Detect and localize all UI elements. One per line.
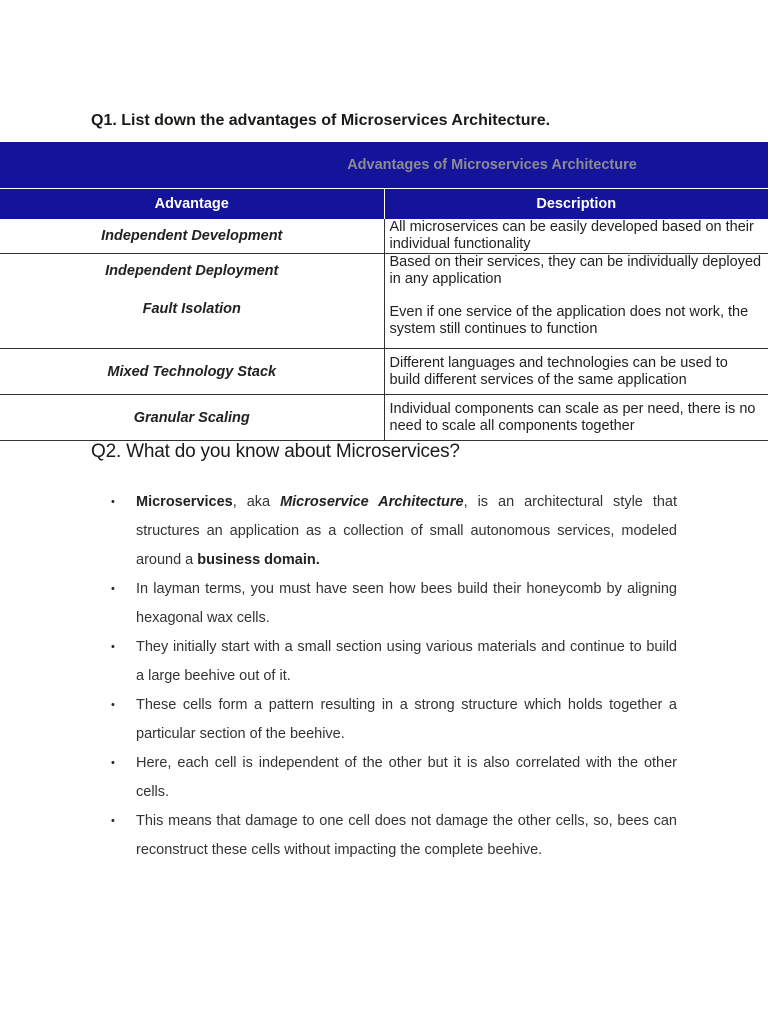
table-title-row [0, 142, 768, 189]
table-row [0, 349, 768, 395]
description-cell: Individual components can scale as per need, there is no need to scale all components together [384, 395, 768, 441]
bullet-icon: • [111, 757, 115, 769]
list-item-text: , aka [232, 494, 281, 510]
advantage-cell: Fault Isolation [0, 288, 384, 349]
table-header-row [0, 189, 768, 220]
list-item [110, 575, 677, 633]
list-item-text: They initially start with a small section using various materials and continue to build a large beehive out of it. [136, 639, 677, 684]
list-item [110, 749, 677, 807]
list-item [110, 633, 677, 691]
bullet-icon: • [111, 641, 115, 653]
description-cell: Different languages and technologies can be used to build different services of the same application [384, 349, 768, 395]
advantages-table [0, 142, 768, 441]
term-alias: Microservice Architecture [280, 494, 464, 510]
list-item-text: , is an architectural style that structures an application as a collection of small autonomous services, modeled around a [136, 494, 678, 568]
table-row [0, 288, 768, 349]
term-microservices: Microservices [136, 494, 233, 510]
microservices-bullet-list [110, 488, 677, 865]
list-item-text: This means that damage to one cell does not damage the other cells, so, bees can reconstruct these cells without impacting the complete beehive. [136, 813, 677, 858]
list-item [110, 691, 677, 749]
bullet-icon: • [111, 699, 115, 711]
header-advantage: Advantage [0, 189, 384, 220]
header-description: Description [384, 189, 768, 220]
table-row [0, 219, 768, 254]
description-cell: Even if one service of the application does not work, the system still continues to function [384, 288, 768, 349]
advantage-cell: Independent Development [0, 219, 384, 254]
advantage-cell: Independent Deployment [0, 254, 384, 289]
table-row [0, 254, 768, 289]
list-item [110, 807, 677, 865]
list-item [110, 488, 677, 575]
list-item-text: In layman terms, you must have seen how bees build their honeycomb by aligning hexagonal wax cells. [136, 581, 677, 626]
description-cell: Based on their services, they can be individually deployed in any application [389, 254, 762, 287]
bullet-icon: • [111, 815, 115, 827]
list-item-text: Here, each cell is independent of the other but it is also correlated with the other cells. [136, 755, 677, 800]
list-item-text: These cells form a pattern resulting in a strong structure which holds together a particular section of the beehive. [136, 697, 677, 742]
bullet-icon: • [111, 583, 115, 595]
advantage-cell: Granular Scaling [0, 395, 384, 441]
term-business-domain: business domain. [197, 552, 320, 568]
description-cell: All microservices can be easily developed based on their individual functionality [384, 219, 768, 254]
table-row [0, 395, 768, 441]
bullet-icon: • [111, 496, 115, 508]
table-title: Advantages of Microservices Architecture [0, 142, 768, 189]
q2-heading: Q2. What do you know about Microservices? [91, 441, 460, 462]
advantage-cell: Mixed Technology Stack [0, 349, 384, 395]
q1-heading: Q1. List down the advantages of Microservices Architecture. [91, 112, 551, 129]
